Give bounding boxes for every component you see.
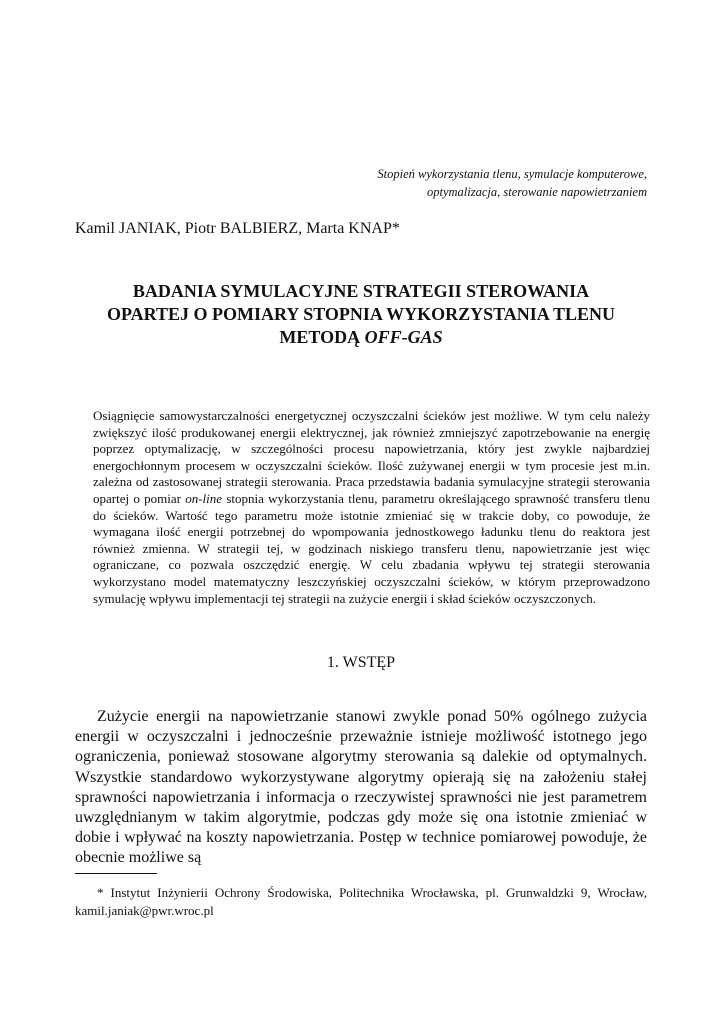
footnote (75, 884, 647, 919)
keywords-line-1: Stopień wykorzystania tlenu, symulacje komputerowe, (377, 167, 647, 181)
section-heading: 1. WSTĘP (326, 654, 396, 671)
footnote-rule (75, 873, 157, 874)
section-body (75, 707, 647, 869)
title-line-3-italic: OFF-GAS (364, 327, 443, 347)
abstract (93, 408, 650, 607)
keywords (227, 165, 647, 201)
paper-title (60, 280, 662, 349)
authors: Kamil JANIAK, Piotr BALBIERZ, Marta KNAP* (75, 220, 400, 237)
title-line-2: OPARTEJ O POMIARY STOPNIA WYKORZYSTANIA TLENU (107, 304, 615, 324)
abstract-italic: on-line (185, 490, 223, 506)
keywords-line-2: optymalizacja, sterowanie napowietrzaniem (426, 185, 647, 199)
title-line-1: BADANIA SYMULACYJNE STRATEGII STEROWANIA (132, 281, 590, 301)
footnote-text: * Instytut Inżynierii Ochrony Środowiska, Politechnika Wrocławska, pl. Grunwaldzki 9, Wrocław, kamil.janiak@pwr.wroc.pl (75, 885, 647, 918)
abstract-paragraph (93, 408, 650, 607)
abstract-part-2: stopnia wykorzystania tlenu, parametru określającego sprawność transferu tlenu do ścieków. Wartość tego parametru może istotnie zmieniać się w trakcie doby, co powoduje, że wymagana ilość energii potrzebnej do wpompowania jednostkowego ładunku tlenu do reaktora jest również zmienna. W strategii tej, w godzinach niskiego transferu tlenu, napowietrzanie jest więc ograniczane, co pozwala oszczędzić energię. W celu zbadania wpływu tej strategii sterowania wykorzystano model matematyczny leszczyńskiej oczyszczalni ścieków, w którym przeprowadzono symulację wpływu implementacji tej strategii na zużycie energii i skład ścieków oczyszczonych. (93, 490, 650, 606)
title-line-3 (60, 326, 662, 349)
title-line-3-prefix: METODĄ (279, 327, 365, 347)
abstract-part-1: Osiągnięcie samowystarczalności energetycznej oczyszczalni ścieków jest możliwe. W tym celu należy zwiększyć ilość produkowanej energii elektrycznej, jak również zmniejszyć zapotrzebowanie na energię poprzez optymalizację, w szczególności procesu napowietrzania, który jest zwykle najbardziej energochłonnym procesem w oczyszczalni ścieków. Ilość zużywanej energii w tym procesie jest m.in. zależna od zastosowanej strategii sterowania. Praca przedstawia badania symulacyjne strategii sterowania opartej o pomiar (93, 408, 650, 506)
body-paragraph: Zużycie energii na napowietrzanie stanowi zwykle ponad 50% ogólnego zużycia energii w oczyszczalni i jednocześnie przeważnie istnieje możliwość istotnego jego ograniczenia, ponieważ stosowane algorytmy sterowania są dalekie od optymalnych. Wszystkie standardowo wykorzystywane algorytmy opierają się na założeniu stałej sprawności napowietrzania i informacja o rzeczywistej sprawności nie jest parametrem uwzględnianym w takim algorytmie, podczas gdy może się ona istotnie zmieniać w dobie i wpływać na koszty napowietrzania. Postęp w technice pomiarowej powoduje, że obecnie możliwe są (75, 708, 647, 867)
